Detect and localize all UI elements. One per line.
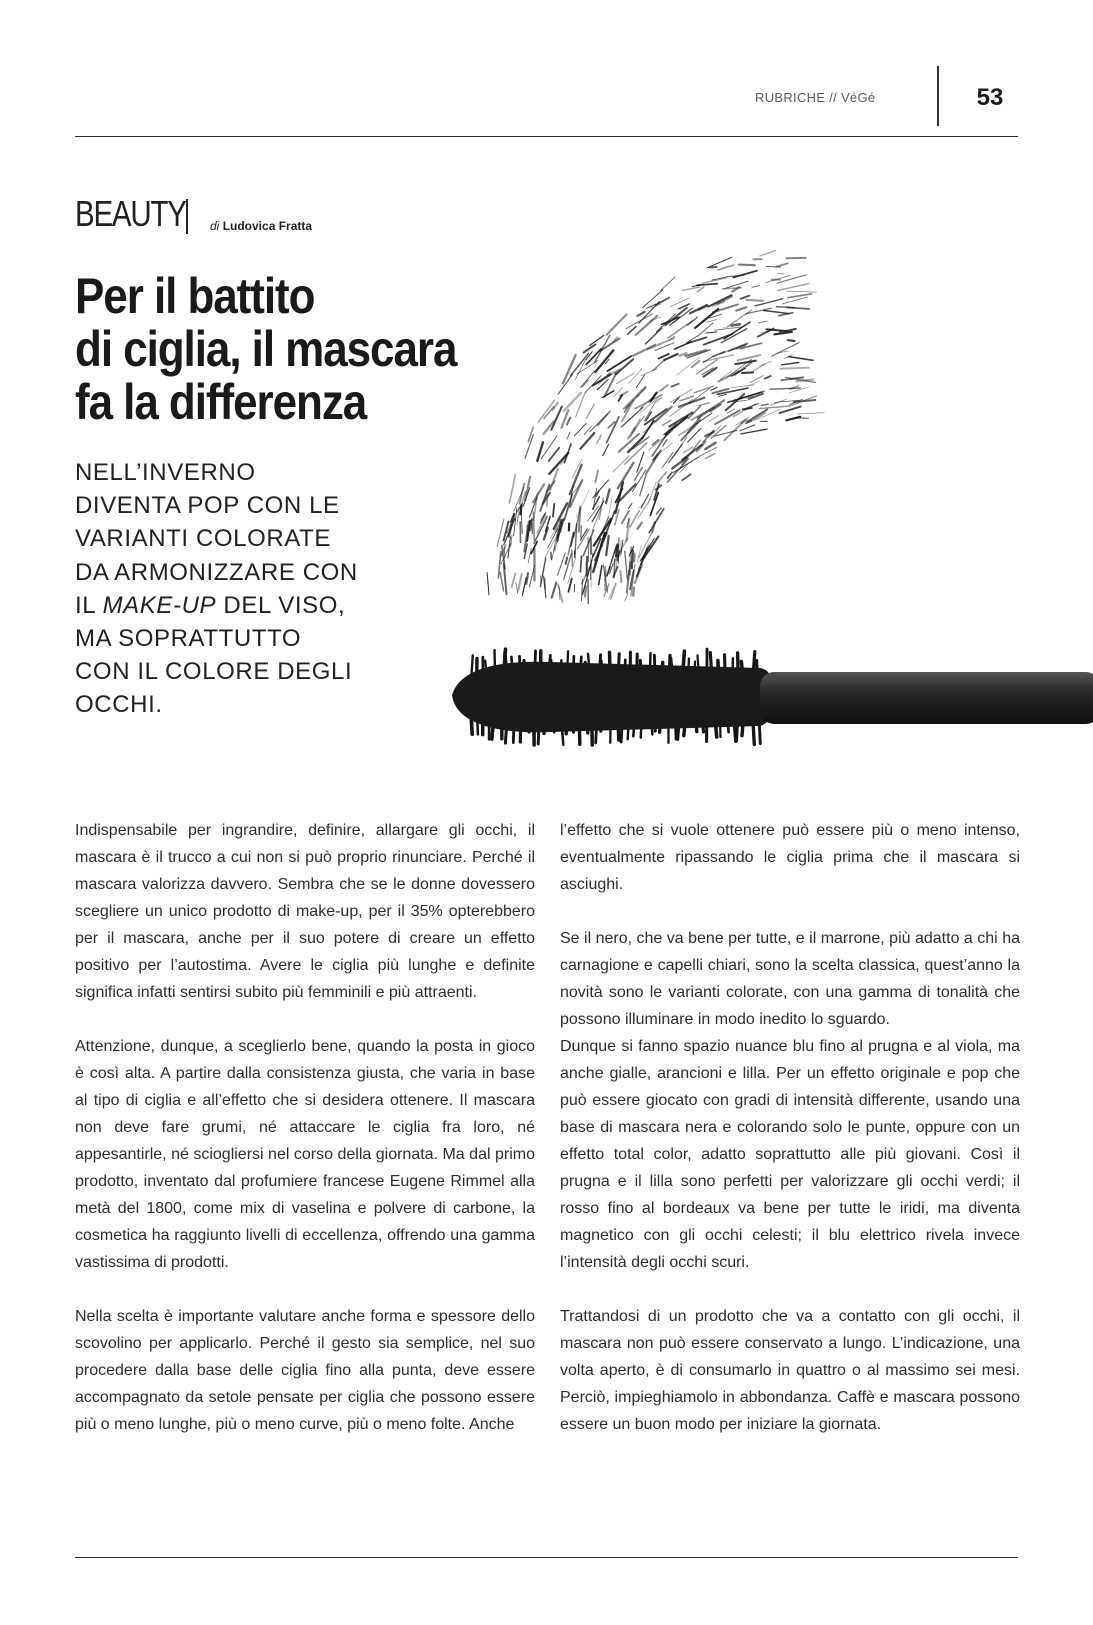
brush-core [452, 662, 776, 733]
headline-line: Per il battito [75, 268, 315, 324]
body-column-left [75, 817, 535, 1438]
headline [75, 270, 456, 429]
headline-line: di ciglia, il mascara [75, 321, 457, 377]
top-rule [75, 136, 1018, 137]
subhead-line: VARIANTI COLORATE [75, 525, 332, 553]
subhead-line: NELL’INVERNO [75, 459, 256, 486]
subhead-line: DA ARMONIZZARE CON [75, 558, 358, 586]
subhead-emphasis: MAKE-UP [102, 591, 217, 619]
page-number: 53 [976, 84, 1004, 111]
bottom-rule [75, 1557, 1018, 1558]
body-paragraph: Se il nero, che va bene per tutte, e il marrone, più adatto a chi ha carnagione e capelli chiari, sono la scelta classica, quest’anno la novità sono le varianti colorate, con una gamma di tonalità che possono illuminare in modo inedito lo sguardo. [560, 930, 1020, 1028]
byline-author: Ludovica Fratta [222, 219, 313, 233]
byline-prefix: di [210, 219, 220, 233]
subhead-line: CON IL COLORE DEGLI [75, 658, 353, 686]
byline [210, 219, 312, 233]
body-column-right [560, 817, 1020, 1438]
category-label: BEAUTY [75, 193, 186, 234]
mascara-stroke-smear [487, 251, 824, 604]
subhead-line: OCCHI. [75, 691, 163, 719]
subhead [75, 456, 358, 722]
section-label: RUBRICHE // VéGé [755, 90, 876, 105]
subhead-text: DEL VISO, [216, 591, 346, 619]
body-paragraph: Trattandosi di un prodotto che va a contatto con gli occhi, il mascara non può essere conservato a lungo. L’indicazione, una volta aperto, è di consumarlo in quattro o al massimo sei mesi. Perciò, impieghiamolo in abbondanza. Caffè e mascara possono essere un buon modo per iniziare la giornata. [560, 1308, 1020, 1433]
headline-line: fa la differenza [75, 374, 367, 430]
subhead-line: DIVENTA POP CON LE [75, 492, 340, 520]
brush-wand [760, 672, 1093, 724]
subhead-line [75, 589, 358, 622]
body-paragraph: Attenzione, dunque, a sceglierlo bene, quando la posta in gioco è così alta. A partire dalla consistenza giusta, che varia in base al tipo di ciglia e all’effetto che si desidera ottenere. Il mascara non deve fare grumi, né attaccare le ciglia fra loro, né appesantirle, né sciogliersi nel corso della giornata. Ma dal primo prodotto, inventato dal profumiere francese Eugene Rimmel alla metà del 1800, come mix di vaselina e polvere di carbone, la cosmetica ha raggiunto livelli di eccellenza, offrendo una gamma vastissima di prodotti. [75, 1038, 535, 1271]
body-paragraph: Indispensabile per ingrandire, definire, allargare gli occhi, il mascara è il trucco a cui non si può proprio rinunciare. Perché il mascara valorizza davvero. Sembra che se le donne dovessero scegliere un unico prodotto di make-up, per il 35% opterebbero per il mascara, anche per il suo potere di creare un effetto positivo per l’autostima. Avere le ciglia più lunghe e definite significa infatti sentirsi subito più femminili e più attraenti. [75, 822, 535, 1001]
mascara-brush-image [430, 140, 1093, 810]
body-paragraph: l’effetto che si vuole ottenere può essere più o meno intenso, eventualmente ripassando le ciglia prima che il mascara si asciughi. [560, 822, 1020, 893]
header-divider [937, 66, 939, 126]
body-paragraph: Dunque si fanno spazio nuance blu fino al prugna e al viola, ma anche gialle, arancioni e lilla. Per un effetto originale e pop che può essere giocato con gradi di intensità differente, usando una base di mascara nera e colorando solo le punte, oppure con un effetto total color, adatto soprattutto alle più giovani. Così il prugna e il lilla sono perfetti per valorizzare gli occhi verdi; il rosso fino al bordeaux va bene per tutte le iridi, ma diventa magnetico con gli occhi celesti; il blu elettrico rivela invece l’intensità degli occhi scuri. [560, 1038, 1020, 1271]
category-separator [186, 199, 188, 234]
subhead-text: IL [75, 591, 103, 619]
body-paragraph: Nella scelta è importante valutare anche forma e spessore dello scovolino per applicarlo. Perché il gesto sia semplice, nel suo procedere dalla base delle ciglia fino alla punta, deve essere accompagnato da setole pensate per ciglia che possono essere più o meno lunghe, più o meno curve, più o meno folte. Anche [75, 1308, 535, 1433]
subhead-line: MA SOPRATTUTTO [75, 625, 302, 653]
